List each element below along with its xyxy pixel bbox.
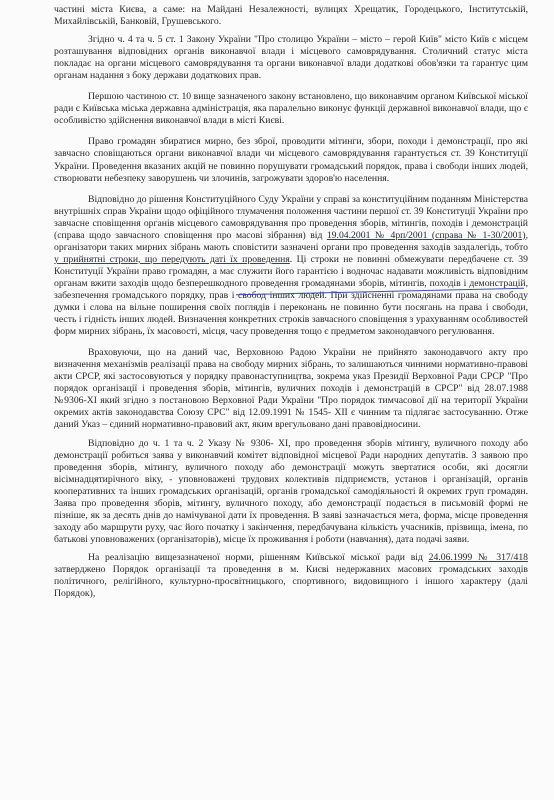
paragraph-continuation: частині міста Києва, а саме: на Майдані Незалежності, вулицях Хрещатик, Городецького, Інститутській, Михайлівській, Банковій, Грушевського. xyxy=(54,4,528,28)
court-text-middle: , організатори таких мирних зібрань мають сповістити зазначені органи про проведення заходів заздалегідь, тобто xyxy=(54,229,529,253)
paragraph-ussr-acts: Враховуючи, що на даний час, Верховною Радою України не прийнято законодавчого акту про визначення механізмів реалізації права на свободу мирних зібрань, то залишаються чинними нормативно-правові акти СРСР, які застосовуються у порядку правонаступництва, зокрема указ Президії Верховної Ради СРСР "Про порядок організації і проведення зборів, мітингів, вуличних походів і демонстрацій в СРСР" від 28.07.1988 №9306-ХІ який згідно з постановою Верховної Ради України "Про порядок тимчасової дії на території України окремих актів законодавства Союзу СРС" від 12.09.1991 № 1545- ХІІ є чинним та підлягає застосуванню. Отже даний Указ – єдиний нормативно-правовий акт, яким врегульовано дані правовідносини. xyxy=(54,347,528,431)
advance-notice-phrase: у прийнятні строки, що передують даті їх проведення xyxy=(54,253,290,265)
council-text-intro: На реалізацію вищезазначеної норми, рішенням Київської міської ради від xyxy=(88,551,423,563)
paragraph-constitutional-court xyxy=(54,194,528,339)
court-text-rest: . Ці строки не повинні обмежувати передбачене ст. 39 Конституції України право громадян, а має служити його гарантією і водночас надавати можливість відповідним органам вжити заходів щодо безперешкодного проведення громадянами зборів, мітингів, походів і демонстрацій, забезпечення громадського порядку, прав і свобод інших людей. При здійсненні громадянами права на свободу думки і слова на вільне поширення своїх поглядів і переконань не повинно бути посягань на права і свободи, честь і гідність інших людей. Визначення конкретних строків завчасного сповіщення з урахуванням особливостей форм мирних зібрань, їх масовості, місця, часу проведення тощо є предметом законодавчого регулювання. xyxy=(54,253,528,338)
council-decision-reference: 24.06.1999 № 317/418 xyxy=(428,551,529,563)
paragraph-article-10: Першою частиною ст. 10 вище зазначеного закону встановлено, що виконавчим органом Київської міської ради є Київська міська державна адміністрація, яка паралельно виконує функції державної виконавчої влади, що є особливістю здійснення виконавчої влади в місті Києві. xyxy=(54,91,528,127)
court-text-intro: Відповідно до рішення Конституційного Суду України у справі за конституційним поданням Міністерства внутрішніх справ України щодо офіційного тлумачення положення частини першої ст. 39 Конституції України про завчасне сповіщення органів місцевого самоврядування про проведення зборів, мітингів, походів і демонстрацій (справа щодо завчасного сповіщення про масові зібрання) від xyxy=(54,193,528,241)
paragraph-capital-status: Згідно ч. 4 та ч. 5 ст. 1 Закону України "Про столицю України – місто – герой Київ" місто Київ є місцем розташування відповідних органів виконавчої влади і місцевого самоврядування. Столичний статус міста покладає на органи місцевого самоврядування та органи виконавчої влади додаткові обов'язки та гарантує цим органам надання з боку держави додаткових прав. xyxy=(54,34,528,82)
court-decision-reference: 19.04.2001 № 4рп/2001 (справа № 1-30/2001) xyxy=(326,229,526,241)
paragraph-kyiv-council xyxy=(54,552,528,600)
paragraph-decree-9306: Відповідно до ч. 1 та ч. 2 Указу № 9306- ХІ, про проведення зборів мітингу, вуличного походу або демонстрації робиться заява у виконавчий комітет відповідної місцевої Ради народних депутатів. З заявою про проведення зборів, мітингу, вуличного походу або демонстрації можуть звертатися особи, які досягли вісімнадцятирічного віку, - уповноважені трудових колективів підприємств, установ і організацій, органів кооперативних та інших громадських організацій, органів громадської самодіяльності й окремих груп громадян. Заява про проведення зборів, мітингу, вуличного походу, або демонстрації подається в письмовій формі не пізніше, як за десять днів до намічуваної дати їх проведення. В заяві зазначається мета, форма, місце проведення заходу або маршрути руху, час його початку і закінчення, передбачувана кількість учасників, прізвища, імена, по батькові уповноважених (організаторів), місце їх проживання і роботи (навчання), дата подачі заяви. xyxy=(54,437,528,545)
council-text-rest: затверджено Порядок організації та проведення в м. Києві недержавних масових громадських заходів політичного, релігійного, культурно-просвітницького, спортивного, видовищного і іншого характеру (далі Порядок), xyxy=(54,563,528,600)
paragraph-article-39: Право громадян збиратися мирно, без зброї, проводити мітинги, збори, походи і демонстрації, про які завчасно сповіщаються органи виконавчої влади чи місцевого самоврядування гарантується ст. 39 Конституції України. Проведення вказаних акцій не повинно порушувати громадський порядок, права і свободи інших людей, створювати небезпеку заворушень чи злочинів, загрожувати здоров'ю населення. xyxy=(54,136,528,184)
